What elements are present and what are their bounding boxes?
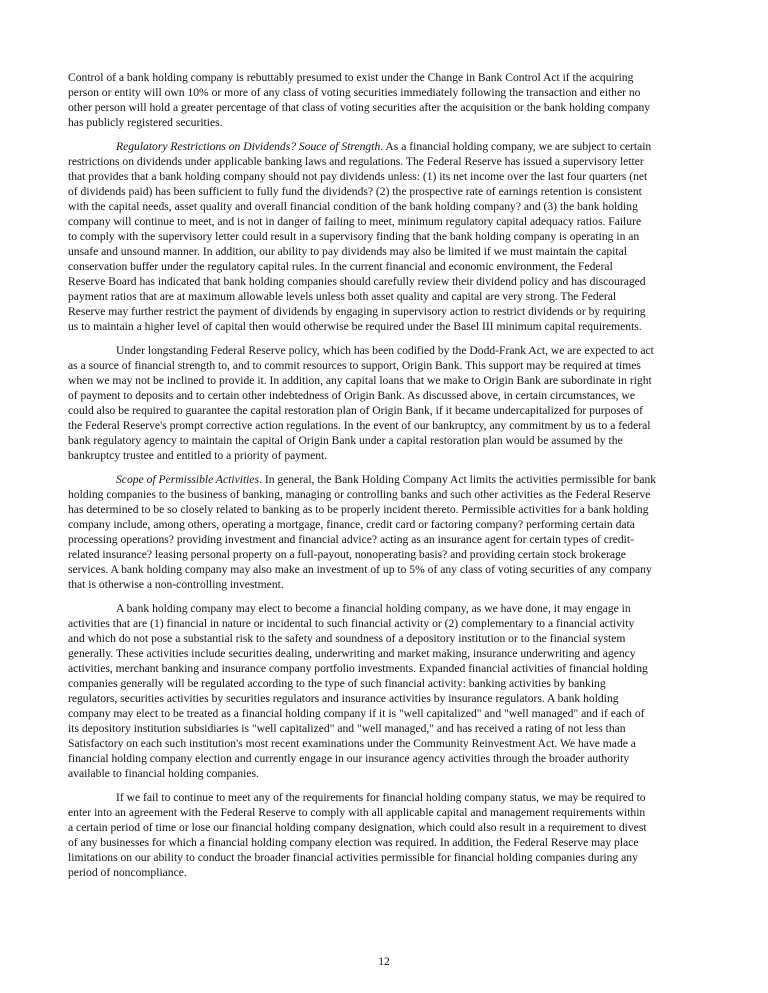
text-line: company will continue to meet, and is not in danger of failing to meet, minimum regulatory capital adequacy ratios. Failure — [68, 215, 642, 228]
paragraph-permissible-activities — [68, 472, 712, 592]
text-line: bank regulatory agency to maintain the capital of Origin Bank under a capital restoration plan would be assumed by the — [68, 434, 623, 447]
text-line: processing operations? providing investment and financial advice? acting as an insurance agent for certain types of credit- — [68, 533, 634, 546]
text-line: Satisfactory on each such institution's most recent examinations under the Community Reinvestment Act. We have made a — [68, 737, 636, 750]
section-heading-dividends: Regulatory Restrictions on Dividends? Souce of Strength — [116, 140, 381, 153]
text-line: financial holding company election and currently engage in our insurance agency activities through the broader authority — [68, 752, 630, 765]
text-line: the Federal Reserve's prompt corrective action regulations. In the event of our bankruptcy, any commitment by us to a federal — [68, 419, 651, 432]
text-line: a certain period of time or lose our financial holding company designation, which could also result in a requirement to divest — [68, 821, 647, 834]
text-line: conservation buffer under the regulatory capital rules. In the current financial and economic environment, the Federal — [68, 260, 613, 273]
text-line — [68, 472, 712, 487]
text-line: could also be required to guarantee the capital restoration plan of Origin Bank, if it became undercapitalized for purposes of — [68, 404, 643, 417]
paragraph-financial-holding-company — [68, 601, 712, 781]
text-line: company may elect to be treated as a financial holding company if it is "well capitalized" and "well managed" and if each of — [68, 707, 645, 720]
text-line: A bank holding company may elect to become a financial holding company, as we have done, it may engage in — [116, 602, 631, 615]
text-line: its depository institution subsidiaries is "well capitalized" and "well managed," and has received a rating of not less than — [68, 722, 626, 735]
text-line: has publicly registered securities. — [68, 116, 223, 129]
text-line: other person will hold a greater percentage of that class of voting securities after the acquisition or the bank holding company — [68, 101, 651, 114]
text-run: . As a financial holding company, we are subject to certain — [380, 140, 652, 153]
text-line: bankruptcy trustee and entitled to a priority of payment. — [68, 449, 328, 462]
text-line: restrictions on dividends under applicable banking laws and regulations. The Federal Reserve has issued a supervisory letter — [68, 155, 644, 168]
text-line: services. A bank holding company may also make an investment of up to 5% of any class of voting securities of any company — [68, 563, 652, 576]
text-line: If we fail to continue to meet any of the requirements for financial holding company status, we may be required to — [116, 791, 646, 804]
text-line: regulators, securities activities by securities regulators and insurance activities by insurance regulators. A bank holding — [68, 692, 619, 705]
text-line: Reserve may further restrict the payment of dividends by engaging in supervisory action to restrict dividends or by requiring — [68, 305, 646, 318]
text-line: that provides that a bank holding company should not pay dividends unless: (1) its net income over the last four quarters (net — [68, 170, 648, 183]
paragraph-change-in-control — [68, 70, 712, 130]
text-line: of dividends paid) has been sufficient to fully fund the dividends? (2) the prospective rate of earnings retention is consistent — [68, 185, 642, 198]
text-line: person or entity will own 10% or more of any class of voting securities immediately following the transaction and either no — [68, 86, 641, 99]
text-line: holding companies to the business of banking, managing or controlling banks and such other activities as the Federal Reserve — [68, 488, 651, 501]
text-line: Under longstanding Federal Reserve policy, which has been codified by the Dodd-Frank Act, we are expected to act — [116, 344, 654, 357]
paragraph-dividends — [68, 139, 712, 334]
text-line: Reserve Board has indicated that bank holding companies should carefully review their dividend policy and has discouraged — [68, 275, 646, 288]
text-line: generally. These activities include securities dealing, underwriting and market making, insurance underwriting and agency — [68, 647, 636, 660]
text-line: and which do not pose a substantial risk to the safety and soundness of a depository institution or to the financial system — [68, 632, 626, 645]
text-line: company include, among others, operating a mortgage, finance, credit card or factoring company? performing certain data — [68, 518, 635, 531]
text-line: has determined to be so closely related to banking as to be properly incident thereto. Permissible activities for a bank holding — [68, 503, 649, 516]
text-line: us to maintain a higher level of capital then would otherwise be required under the Basel III minimum capital requirements. — [68, 320, 642, 333]
text-line: payment ratios that are at maximum allowable levels unless both asset quality and capital are very strong. The Federal — [68, 290, 617, 303]
text-line: when we may not be inclined to provide it. In addition, any capital loans that we make to Origin Bank are subordinate in right — [68, 374, 652, 387]
text-line: of any businesses for which a financial holding company election was required. In addition, the Federal Reserve may place — [68, 836, 639, 849]
text-line: related insurance? leasing personal property on a full-payout, nonoperating basis? and providing certain stock brokerage — [68, 548, 626, 561]
paragraph-noncompliance — [68, 790, 712, 880]
text-run: . In general, the Bank Holding Company Act limits the activities permissible for bank — [259, 473, 657, 486]
text-line: unsafe and unsound manner. In addition, our ability to pay dividends may also be limited if we must maintain the capital — [68, 245, 627, 258]
text-line: enter into an agreement with the Federal Reserve to comply with all applicable capital and management requirements within — [68, 806, 646, 819]
text-line: as a source of financial strength to, and to commit resources to support, Origin Bank. This support may be required at times — [68, 359, 641, 372]
text-line: period of noncompliance. — [68, 866, 187, 879]
page-number: 12 — [378, 955, 390, 968]
text-line: companies generally will be regulated according to the type of such financial activity: banking activities by banking — [68, 677, 606, 690]
paragraph-source-of-strength — [68, 343, 712, 463]
document-body — [68, 70, 712, 889]
section-heading-permissible-activities: Scope of Permissible Activities — [116, 473, 260, 486]
text-line — [68, 139, 712, 154]
text-line: activities that are (1) financial in nature or incidental to such financial activity or (2) complementary to a financial activity — [68, 617, 635, 630]
text-line: with the capital needs, asset quality and overall financial condition of the bank holding company? and (3) the bank holding — [68, 200, 638, 213]
text-line: to comply with the supervisory letter could result in a supervisory finding that the bank holding company is operating in an — [68, 230, 640, 243]
text-line: Control of a bank holding company is rebuttably presumed to exist under the Change in Bank Control Act if the acquiring — [68, 71, 634, 84]
text-line: available to financial holding companies. — [68, 767, 259, 780]
text-line: of payment to deposits and to certain other indebtedness of Origin Bank. As discussed above, in certain circumstances, we — [68, 389, 635, 402]
text-line: limitations on our ability to conduct the broader financial activities permissible for financial holding companies during any — [68, 851, 638, 864]
text-line: that is otherwise a non-controlling investment. — [68, 578, 284, 591]
text-line: activities, merchant banking and insurance company portfolio investments. Expanded financial activities of financial holding — [68, 662, 648, 675]
